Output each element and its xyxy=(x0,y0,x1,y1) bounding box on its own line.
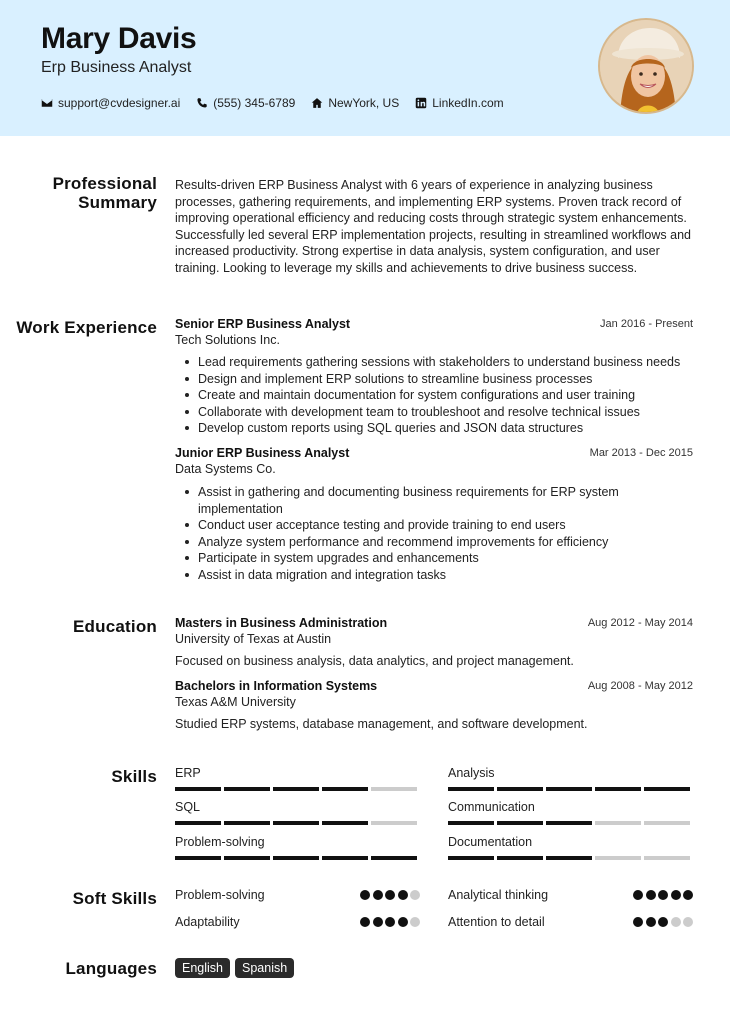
section-title-experience: Work Experience xyxy=(16,318,157,337)
language-chip: Spanish xyxy=(235,958,294,978)
skill-segment-filled xyxy=(546,856,592,860)
language-chip: English xyxy=(175,958,230,978)
rating-dot-filled xyxy=(646,890,656,900)
phone-text: (555) 345-6789 xyxy=(213,96,296,110)
soft-skill-item xyxy=(175,915,420,929)
skill-bar xyxy=(175,787,420,791)
soft-skill-item xyxy=(175,888,420,902)
list-item: Develop custom reports using SQL queries and JSON data structures xyxy=(198,420,698,437)
skill-name: Problem-solving xyxy=(175,835,265,849)
soft-skill-name: Attention to detail xyxy=(448,915,545,929)
list-item: Participate in system upgrades and enhancements xyxy=(198,550,638,567)
section-title-languages: Languages xyxy=(65,959,157,978)
rating-dot-filled xyxy=(385,917,395,927)
skill-segment-filled xyxy=(497,821,543,825)
job-header xyxy=(175,317,693,331)
rating-dot-empty xyxy=(410,917,420,927)
skill-name: SQL xyxy=(175,800,201,814)
rating-dot-filled xyxy=(360,890,370,900)
skill-segment-filled xyxy=(595,787,641,791)
education-description: Studied ERP systems, database management, and software development. xyxy=(175,717,588,731)
skill-name: Documentation xyxy=(448,835,533,849)
skill-segment-filled xyxy=(448,787,494,791)
location-text: NewYork, US xyxy=(328,96,400,110)
skill-segment-empty xyxy=(371,787,417,791)
skill-segment-filled xyxy=(175,821,221,825)
skill-segment-filled xyxy=(448,856,494,860)
list-item: Collaborate with development team to troubleshoot and resolve technical issues xyxy=(198,404,698,421)
rating-dot-filled xyxy=(646,917,656,927)
linkedin-icon xyxy=(415,97,427,109)
soft-skill-rating xyxy=(358,917,421,927)
skill-item xyxy=(175,835,420,860)
soft-skill-item xyxy=(448,888,693,902)
rating-dot-filled xyxy=(398,890,408,900)
skill-segment-filled xyxy=(273,821,319,825)
job-bullets xyxy=(198,484,638,584)
candidate-name: Mary Davis xyxy=(41,22,197,55)
skill-segment-filled xyxy=(224,821,270,825)
skill-bar xyxy=(175,821,420,825)
contact-email[interactable] xyxy=(41,96,180,110)
skill-segment-filled xyxy=(322,856,368,860)
skill-segment-filled xyxy=(273,787,319,791)
skill-segment-filled xyxy=(273,856,319,860)
skill-name: Analysis xyxy=(448,766,495,780)
resume-header xyxy=(0,0,730,136)
skill-segment-empty xyxy=(644,821,690,825)
rating-dot-empty xyxy=(671,917,681,927)
rating-dot-filled xyxy=(398,917,408,927)
skill-segment-filled xyxy=(175,856,221,860)
skill-segment-filled xyxy=(322,787,368,791)
rating-dot-empty xyxy=(683,917,693,927)
skill-name: ERP xyxy=(175,766,201,780)
education-description: Focused on business analysis, data analytics, and project management. xyxy=(175,654,574,668)
skill-segment-filled xyxy=(448,821,494,825)
skill-segment-empty xyxy=(595,856,641,860)
soft-skill-rating xyxy=(358,890,421,900)
rating-dot-filled xyxy=(385,890,395,900)
contact-phone[interactable] xyxy=(196,96,295,110)
profile-photo xyxy=(598,18,694,114)
skill-bar xyxy=(175,856,420,860)
phone-icon xyxy=(196,97,208,109)
rating-dot-filled xyxy=(360,917,370,927)
soft-skill-rating xyxy=(631,917,694,927)
soft-skill-item xyxy=(448,915,693,929)
skill-segment-filled xyxy=(224,787,270,791)
skill-item xyxy=(448,835,693,860)
list-item: Assist in gathering and documenting business requirements for ERP system implementation xyxy=(198,484,638,517)
skill-segment-filled xyxy=(224,856,270,860)
skill-item xyxy=(175,800,420,825)
portrait-illustration xyxy=(600,20,694,114)
education-dates: Aug 2008 - May 2012 xyxy=(587,680,693,692)
job-bullets xyxy=(198,354,698,437)
rating-dot-filled xyxy=(683,890,693,900)
job-role: Junior ERP Business Analyst xyxy=(175,446,350,460)
soft-skill-name: Analytical thinking xyxy=(448,888,549,902)
rating-dot-filled xyxy=(658,917,668,927)
soft-skill-name: Adaptability xyxy=(175,915,240,929)
list-item: Design and implement ERP solutions to streamline business processes xyxy=(198,371,698,388)
rating-dot-filled xyxy=(671,890,681,900)
rating-dot-filled xyxy=(373,917,383,927)
skill-segment-empty xyxy=(644,856,690,860)
skill-segment-filled xyxy=(371,856,417,860)
education-header xyxy=(175,679,693,693)
skill-segment-filled xyxy=(497,787,543,791)
linkedin-text: LinkedIn.com xyxy=(432,96,504,110)
skill-item xyxy=(448,766,693,791)
skill-segment-filled xyxy=(644,787,690,791)
skill-segment-empty xyxy=(371,821,417,825)
skill-segment-filled xyxy=(322,821,368,825)
skill-segment-empty xyxy=(595,821,641,825)
education-dates: Aug 2012 - May 2014 xyxy=(587,617,693,629)
soft-skill-rating xyxy=(631,890,694,900)
list-item: Lead requirements gathering sessions with stakeholders to understand business needs xyxy=(198,354,698,371)
skill-bar xyxy=(448,856,693,860)
skill-segment-filled xyxy=(546,821,592,825)
contact-bar xyxy=(41,96,520,110)
list-item: Analyze system performance and recommend improvements for efficiency xyxy=(198,534,638,551)
skill-bar xyxy=(448,821,693,825)
candidate-title: Erp Business Analyst xyxy=(41,59,192,76)
job-role: Senior ERP Business Analyst xyxy=(175,317,351,331)
skill-name: Communication xyxy=(448,800,535,814)
job-header xyxy=(175,446,693,460)
contact-location xyxy=(311,96,399,110)
rating-dot-filled xyxy=(633,917,643,927)
list-item: Create and maintain documentation for system configurations and user training xyxy=(198,387,698,404)
school: University of Texas at Austin xyxy=(175,632,332,646)
degree: Masters in Business Administration xyxy=(175,616,388,630)
job-company: Data Systems Co. xyxy=(175,462,276,476)
section-title-soft-skills: Soft Skills xyxy=(72,889,157,908)
job-dates: Jan 2016 - Present xyxy=(600,318,693,330)
school: Texas A&M University xyxy=(175,695,296,709)
contact-linkedin[interactable] xyxy=(415,96,503,110)
list-item: Conduct user acceptance testing and provide training to end users xyxy=(198,517,638,534)
skill-bar xyxy=(448,787,693,791)
summary-text: Results-driven ERP Business Analyst with 6 years of experience in analyzing business processes, gathering requirements, and implementing ERP systems. Proven track record of improving operational efficiency and reducing costs through strategic system enhancements. Successfully led several ERP implementation projects, resulting in streamlined workflows and increased productivity. Strong expertise in data analysis, system configuration, and user training. Looking to leverage my skills and achievements to drive business success. xyxy=(175,178,691,275)
skill-segment-filled xyxy=(497,856,543,860)
skill-segment-filled xyxy=(546,787,592,791)
rating-dot-empty xyxy=(410,890,420,900)
home-icon xyxy=(311,97,323,109)
rating-dot-filled xyxy=(658,890,668,900)
email-text: support@cvdesigner.ai xyxy=(58,96,181,110)
section-title-skills: Skills xyxy=(111,767,157,786)
language-list xyxy=(175,958,299,978)
job-company: Tech Solutions Inc. xyxy=(175,333,280,347)
skill-segment-filled xyxy=(175,787,221,791)
section-title-summary: Professional Summary xyxy=(52,174,157,212)
rating-dot-filled xyxy=(373,890,383,900)
soft-skill-name: Problem-solving xyxy=(175,888,265,902)
list-item: Assist in data migration and integration tasks xyxy=(198,567,638,584)
job-dates: Mar 2013 - Dec 2015 xyxy=(589,447,693,459)
rating-dot-filled xyxy=(633,890,643,900)
skill-item xyxy=(175,766,420,791)
section-title-education: Education xyxy=(73,617,157,636)
degree: Bachelors in Information Systems xyxy=(175,679,378,693)
skill-item xyxy=(448,800,693,825)
education-header xyxy=(175,616,693,630)
envelope-icon xyxy=(41,97,53,109)
